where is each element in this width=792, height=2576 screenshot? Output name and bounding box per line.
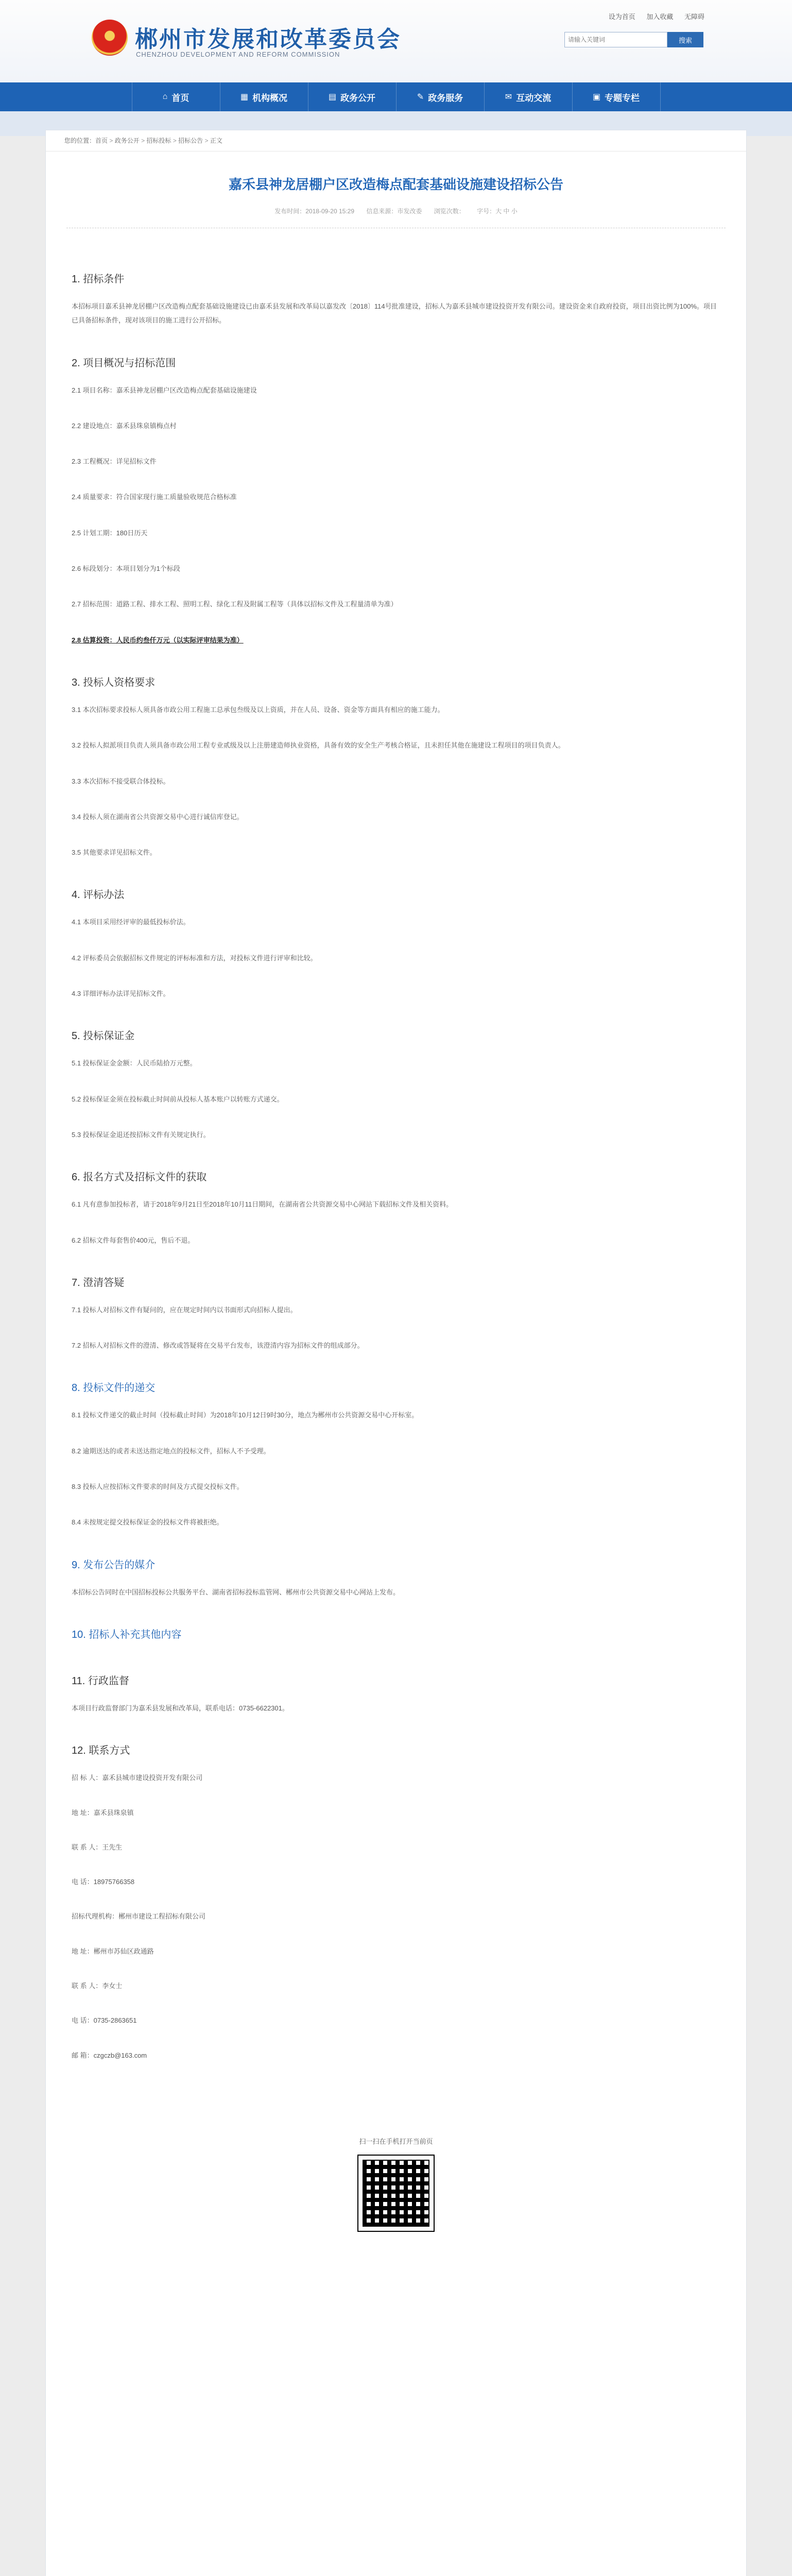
article-title: 嘉禾县神龙居棚户区改造梅点配套基础设施建设招标公告 [228, 177, 563, 192]
section-heading: 6. 报名方式及招标文件的获取 [72, 1172, 207, 1183]
nav-label: 专题专栏 [605, 93, 640, 103]
paragraph: 7.2 招标人对招标文件的澄清、修改或答疑将在交易平台发布，该澄清内容为招标文件的组成部分。 [72, 1342, 364, 1350]
nav-service[interactable] [397, 82, 485, 111]
paragraph: 3.4 投标人须在湖南省公共资源交易中心进行诚信库登记。 [72, 812, 244, 821]
site-subtitle: CHENZHOU DEVELOPMENT AND REFORM COMMISSION [136, 50, 340, 58]
paragraph: 2.6 标段划分：本项目划分为1个标段 [72, 565, 180, 573]
section-heading: 3. 投标人资格要求 [72, 676, 156, 688]
folder-icon: ▣ [592, 93, 601, 101]
building-icon: ▦ [240, 93, 249, 101]
view-count: 浏览次数： [434, 208, 465, 215]
nav-interact[interactable] [485, 82, 573, 111]
paragraph: 5.3 投标保证金退还按招标文件有关规定执行。 [72, 1130, 210, 1139]
breadcrumb-item[interactable]: > 招标投标 [141, 137, 171, 144]
paragraph: 8.1 投标文件递交的截止时间（投标截止时间）为2018年10月12日9时30分，地点为郴州市公共资源交易中心开标室。 [72, 1411, 419, 1419]
paragraph: 4.3 详细评标办法详见招标文件。 [72, 990, 170, 998]
nav-label: 首页 [171, 93, 190, 103]
contact-line: 地 址：嘉禾县珠泉镇 [72, 1808, 134, 1817]
paragraph: 6.1 凡有意参加投标者，请于2018年9月21日至2018年10月11日期间，在湖南省公共资源交易中心网站下载招标文件及相关资料。 [72, 1200, 453, 1209]
nav-topics[interactable] [573, 82, 661, 111]
page-qr-block [72, 2134, 720, 2231]
breadcrumb-item[interactable]: 您的位置：首页 [64, 137, 108, 144]
info-source: 信息来源：市发改委 [366, 208, 422, 215]
publish-time: 发布时间：2018-09-20 15:29 [274, 208, 354, 215]
search-box [564, 32, 703, 47]
paragraph: 3.3 本次招标不接受联合体投标。 [72, 777, 170, 785]
content-panel [45, 130, 747, 2576]
paragraph: 4.1 本项目采用经评审的最低投标价法。 [72, 918, 190, 926]
home-icon: ⌂ [162, 92, 168, 101]
paragraph: 3.1 本次招标要求投标人须具备市政公用工程施工总承包叁级及以上资质，并在人员、设备、资金等方面具有相应的施工能力。 [72, 705, 444, 714]
paragraph: 3.5 其他要求详见招标文件。 [72, 849, 157, 857]
service-icon: ✎ [417, 93, 424, 101]
section-heading: 12. 联系方式 [72, 1745, 130, 1757]
section-heading: 10. 招标人补充其他内容 [72, 1629, 182, 1640]
nav-label: 机构概况 [252, 93, 288, 103]
paragraph: 2.3 工程概况：详见招标文件 [72, 457, 157, 466]
nav-public[interactable] [308, 82, 397, 111]
chat-icon: ✉ [505, 93, 512, 101]
paragraph: 8.4 未按规定提交投标保证金的投标文件将被拒绝。 [72, 1518, 223, 1527]
article-meta [66, 207, 726, 228]
nav-about[interactable] [220, 82, 308, 111]
section-heading: 9. 发布公告的媒介 [72, 1559, 156, 1571]
qr-code-icon [358, 2156, 434, 2231]
paragraph: 8.2 逾期送达的或者未送达指定地点的投标文件，招标人不予受理。 [72, 1447, 270, 1455]
contact-line: 邮 箱：czgczb@163.com [72, 2051, 147, 2059]
section-heading: 2. 项目概况与招标范围 [72, 357, 176, 369]
document-icon: ▤ [328, 93, 337, 101]
section-heading: 1. 招标条件 [72, 274, 125, 285]
contact-line: 招 标 人：嘉禾县城市建设投资开发有限公司 [72, 1774, 203, 1782]
paragraph: 2.5 计划工期：180日历天 [72, 529, 148, 537]
paragraph: 本项目行政监督部门为嘉禾县发展和改革局，联系电话：0735-6622301。 [72, 1704, 289, 1712]
nav-label: 政务公开 [340, 93, 376, 103]
paragraph: 6.2 招标文件每套售价400元，售后不退。 [72, 1236, 195, 1244]
qr-label: 扫一扫在手机打开当前页 [359, 2137, 433, 2145]
section-heading: 8. 投标文件的递交 [72, 1382, 156, 1394]
paragraph: 本招标公告同时在中国招标投标公共服务平台、湖南省招标投标监管网、郴州市公共资源交易中心网站上发布。 [72, 1588, 400, 1596]
paragraph: 2.4 质量要求：符合国家现行施工质量验收规范合格标准 [72, 493, 237, 501]
paragraph: 4.2 评标委员会依据招标文件规定的评标标准和方法，对投标文件进行评审和比较。 [72, 954, 317, 962]
add-favorite-link[interactable]: 加入收藏 [646, 13, 674, 21]
paragraph: 7.1 投标人对招标文件有疑问的，应在规定时间内以书面形式向招标人提出。 [72, 1306, 297, 1314]
article-body [46, 228, 746, 2246]
paragraph: 2.2 建设地点：嘉禾县珠泉镇梅点村 [72, 421, 177, 430]
nav-label: 政务服务 [428, 93, 463, 103]
accessibility-link[interactable]: 无障碍 [684, 13, 704, 21]
search-button[interactable]: 搜索 [667, 32, 703, 47]
top-links [599, 11, 704, 21]
paragraph: 本招标项目嘉禾县神龙居棚户区改造梅点配套基础设施建设已由嘉禾县发展和改革局以嘉发改〔2018〕114号批准建设，招标人为嘉禾县城市建设投资开发有限公司。建设资金来自政府投资，项目出资比例为100%。项目已具备招标条件，现对该项目的施工进行公开招标。 [72, 302, 717, 325]
section-heading: 11. 行政监督 [72, 1675, 129, 1687]
font-size-switch[interactable]: 字号：大 中 小 [477, 208, 518, 215]
section-heading: 4. 评标办法 [72, 889, 125, 901]
breadcrumb-item[interactable]: > 招标公告 [173, 137, 203, 144]
breadcrumb-item: > 正文 [204, 137, 222, 144]
main-nav [0, 82, 792, 111]
site-title[interactable]: 郴州市发展和改革委员会 [135, 26, 401, 53]
paragraph: 2.1 项目名称：嘉禾县神龙居棚户区改造梅点配套基础设施建设 [72, 386, 257, 394]
section-heading: 5. 投标保证金 [72, 1030, 135, 1042]
paragraph: 2.7 招标范围：道路工程、排水工程、照明工程、绿化工程及附属工程等（具体以招标文件及工程量清单为准） [72, 600, 398, 608]
contact-line: 联 系 人：李女士 [72, 1981, 123, 1990]
paragraph: 2.8 估算投资：人民币约叁仟万元（以实际评审结果为准） [72, 636, 244, 644]
paragraph: 3.2 投标人拟派项目负责人须具备市政公用工程专业贰级及以上注册建造师执业资格，具备有效的安全生产考核合格证，且未担任其他在施建设工程项目的项目负责人。 [72, 741, 565, 750]
paragraph: 8.3 投标人应按招标文件要求的时间及方式提交投标文件。 [72, 1483, 244, 1491]
paragraph: 5.1 投标保证金金额：人民币陆拾万元整。 [72, 1059, 197, 1067]
set-homepage-link[interactable]: 设为首页 [608, 13, 635, 21]
national-emblem-icon [92, 20, 128, 56]
nav-label: 互动交流 [516, 93, 552, 103]
breadcrumb [46, 130, 746, 151]
contact-line: 地 址：郴州市苏仙区政通路 [72, 1947, 154, 1955]
contact-line: 联 系 人：王先生 [72, 1843, 123, 1851]
contact-line: 电 话：18975766358 [72, 1878, 135, 1886]
section-heading: 7. 澄清答疑 [72, 1277, 125, 1289]
nav-home[interactable] [132, 82, 220, 111]
breadcrumb-item[interactable]: > 政务公开 [109, 137, 139, 144]
search-input[interactable] [564, 32, 667, 47]
site-header [0, 0, 792, 82]
contact-line: 招标代理机构：郴州市建设工程招标有限公司 [72, 1912, 206, 1921]
paragraph: 5.2 投标保证金须在投标截止时间前从投标人基本账户以转账方式递交。 [72, 1095, 284, 1103]
contact-line: 电 话：0735-2863651 [72, 2016, 137, 2025]
